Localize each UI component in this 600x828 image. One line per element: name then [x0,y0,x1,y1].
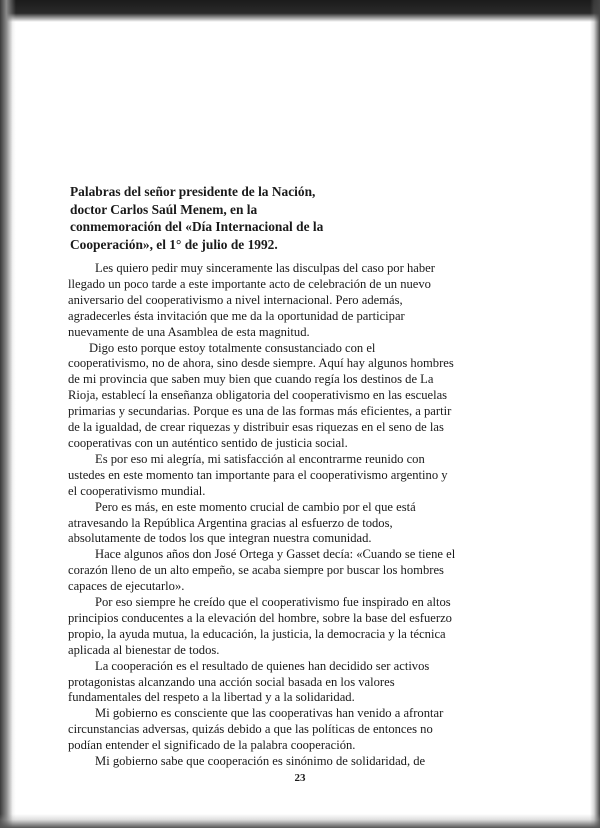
text-line: cooperativas con un auténtico sentido de justicia social. [68,435,348,450]
text-line: capaces de ejecutarlo». [68,579,185,594]
scan-edge-top [0,0,600,22]
text-line: Rioja, establecí la enseñanza obligatoria del cooperativismo en las escuelas [68,388,448,403]
heading-line: doctor Carlos Saúl Menem, en la [70,201,258,217]
paragraph-principles [68,595,466,659]
scan-edge-right [590,0,600,828]
heading-line: conmemoración del «Día Internacional de la [70,219,324,234]
text-line: corazón lleno de un alto empeño, se acaba siempre por buscar los hombres [68,563,444,578]
text-line: primarias y secundarias. Porque es una de las formas más eficientes, a partir [68,404,452,419]
text-line: ustedes en este momento tan importante para el cooperativismo argentino y [68,467,448,482]
text-line: nuevamente de una Asamblea de esta magnitud. [68,324,310,339]
speech-heading [70,183,370,253]
text-line: La cooperación es el resultado de quienes han decidido ser activos [95,658,430,673]
text-line: podían entender el significado de la palabra cooperación. [68,738,356,753]
paragraph-joy [68,452,466,500]
text-line: atravesando la República Argentina gracias al esfuerzo de todos, [68,515,393,530]
text-line: agradecerles ésta invitación que me da la oportunidad de participar [68,308,405,323]
scan-edge-bottom [0,814,600,828]
heading-line: Palabras del señor presidente de la Nación, [70,184,316,199]
text-line: cooperativismo, no de ahora, sino desde siempre. Aquí hay algunos hombres [68,356,454,371]
paragraph-ortega-quote [68,547,466,595]
text-line: Hace algunos años don José Ortega y Gasset decía: «Cuando se tiene el [95,547,456,562]
speech-body [68,261,466,770]
text-line: aniversario del cooperativismo a nivel internacional. Pero además, [68,292,403,307]
text-line: Les quiero pedir muy sinceramente las disculpas del caso por haber [95,261,435,275]
scan-edge-left [0,0,16,828]
text-line: llegado un poco tarde a este importante acto de celebración de un nuevo [68,276,431,291]
text-line: de la igualdad, de crear riquezas y distribuir esas riquezas en el seno de las [68,420,444,435]
text-line: de mi provincia que saben muy bien que cuando regía los destinos de La [68,372,434,387]
page-number: 23 [294,772,306,784]
text-line: principios conducentes a la elevación del hombre, sobre la base del esfuerzo [68,610,452,625]
paragraph-government-aware [68,706,466,754]
text-line: protagonistas alcanzando una acción social basada en los valores [68,674,395,689]
paragraph-apology [68,261,466,341]
text-line: aplicada al bienestar de todos. [68,642,220,657]
text-line: fundamentales del respeto a la libertad y a la solidaridad. [68,690,355,705]
paragraph-government-knows [68,754,466,770]
heading-line: Cooperación», el 1° de julio de 1992. [70,236,278,252]
text-line: Mi gobierno sabe que cooperación es sinónimo de solidaridad, de [95,754,426,769]
text-line: absolutamente de todos los que integran nuestra comunidad. [68,531,372,546]
text-line: Es por eso mi alegría, mi satisfacción al encontrarme reunido con [95,451,425,466]
text-line: Mi gobierno es consciente que las cooperativas han venido a afrontar [95,706,444,721]
text-line: Digo esto porque estoy totalmente consustanciado con el [89,340,376,355]
text-line: el cooperativismo mundial. [68,483,206,498]
paragraph-cooperation-result [68,659,466,707]
paragraph-cooperativism [68,341,466,452]
text-line: Por eso siempre he creído que el cooperativismo fue inspirado en altos [95,595,451,610]
paragraph-crucial-moment [68,500,466,548]
text-line: Pero es más, en este momento crucial de cambio por el que está [95,499,416,514]
text-line: circunstancias adversas, quizás debido a que las políticas de entonces no [68,722,433,737]
text-line: propio, la ayuda mutua, la educación, la justicia, la democracia y la técnica [68,626,446,641]
